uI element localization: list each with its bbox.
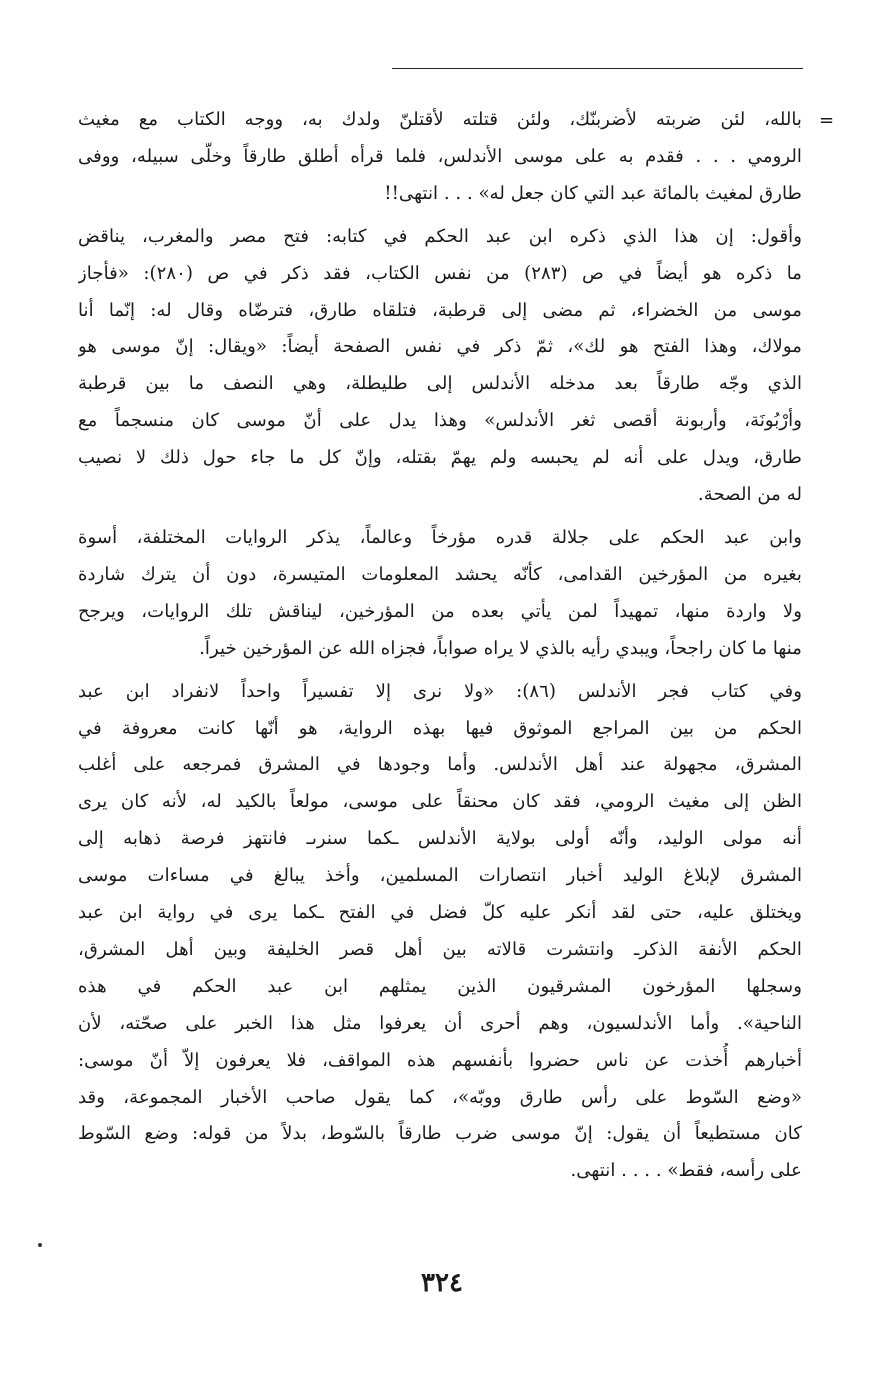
text-line: موسى من الخضراء، ثم مضى إلى قرطبة، فتلقاه طارق، فترضّاه وقال له: إنّما أنا — [78, 299, 802, 321]
header-rule — [392, 68, 803, 69]
page-number: ٣٢٤ — [421, 1268, 463, 1298]
text-line: مولاك، وهذا الفتح هو لك»، ثمّ ذكر في نفس الصفحة أيضاً: «ويقال: إنّ موسى هو — [78, 336, 802, 358]
text-line: وأرْبُونَة، وأربونة أقصى ثغر الأندلس» وهذا يدل على أنّ موسى كان منسجماً مع — [78, 410, 802, 432]
text-line: منها ما كان راجحاً، ويبدي رأيه بالذي لا يراه صواباً، فجزاه الله عن المؤرخين خيراً. — [199, 637, 802, 659]
text-line: الذي وجّه طارقاً بعد مدخله الأندلس إلى طليطلة، وهي النصف ما بين قرطبة — [78, 373, 802, 395]
text-line: على رأسه، فقط» . . . . انتهى. — [570, 1160, 802, 1182]
text-line: الحكم من بين المراجع الموثوق فيها بهذه الرواية، هو أنّها كانت معروفة في — [78, 717, 802, 739]
text-line: أنه مولى الوليد، وأنّه أولى بولاية الأندلس ـكما سنرىـ فانتهز فرصة ذهابه إلى — [78, 828, 802, 850]
text-line: بالله، لئن ضربته لأضربنّك، ولئن قتلته لأقتلنّ ولدك به، ووجه الكتاب مع مغيث — [78, 109, 802, 130]
text-line: وأقول: إن هذا الذي ذكره ابن عبد الحكم في كتابه: فتح مصر والمغرب، يناقض — [78, 225, 802, 247]
text-line: طارق، ويدل على أنه لم يحبسه ولم يهمّ بقتله، وإنّ كل ما جاء حول ذلك لا نصيب — [78, 447, 802, 469]
text-line: الظن إلى مغيث الرومي، فقد كان محنقاً على موسى، مولعاً بالكيد له، لأنه كان يرى — [78, 791, 802, 813]
paragraph — [78, 674, 802, 1191]
text-line: الحكم الأنفة الذكرـ وانتشرت قالاته بين أهل قصر الخليفة وبين أهل المشرق، — [78, 938, 802, 960]
text-line: طارق لمغيث بالمائة عبد التي كان جعل له» . . . انتهى!! — [384, 182, 802, 204]
text-line: ويختلق عليه، حتى لقد أنكر عليه كلّ فضل في الفتح ـكما يرى في رواية ابن عبد — [78, 902, 802, 924]
text-line: بغيره من المؤرخين القدامى، كأنّه يحشد المعلومات المتيسرة، دون أن يترك شاردة — [78, 563, 802, 585]
continuation-mark: = — [819, 110, 835, 131]
text-line: الرومي . . . فقدم به على موسى الأندلس، فلما قرأه أطلق طارقاً وخلّى سبيله، ووفى — [78, 145, 802, 167]
text-line: له من الصحة. — [697, 484, 802, 506]
paragraph — [78, 219, 802, 514]
paragraph — [78, 520, 802, 668]
text-line: «وضع السّوط على رأس طارق ووبّه»، كما يقول صاحب الأخبار المجموعة، وقد — [78, 1086, 802, 1108]
paragraph — [78, 102, 802, 213]
text-line: ولا واردة منها، تمهيداً لمن يأتي بعده من المؤرخين، ليناقش تلك الروايات، ويرجح — [78, 600, 802, 622]
page-body — [78, 102, 802, 1190]
text-line: أخبارهم أُخذت عن ناس حضروا بأنفسهم هذه المواقف، فلا يعرفون إلاّ أنّ موسى: — [78, 1049, 802, 1071]
text-line: وفي كتاب فجر الأندلس (٨٦): «ولا نرى إلا تفسيراً واحداً لانفراد ابن عبد — [78, 680, 802, 702]
text-line: كان مستطيعاً أن يقول: إنّ موسى ضرب طارقاً بالسّوط، بدلاً من قوله: وضع السّوط — [78, 1123, 802, 1145]
text-line: الناحية». وأما الأندلسيون، وهم أحرى أن يعرفوا مثل هذا الخبر على صحّته، لأن — [78, 1012, 802, 1034]
margin-dot — [38, 1243, 42, 1247]
text-line: المشرق لإبلاغ الوليد أخبار انتصارات المسلمين، وأخذ يبالغ في مساءات موسى — [78, 865, 802, 887]
text-line: وسجلها المؤرخون المشرقيون الذين يمثلهم ابن عبد الحكم في هذه — [78, 975, 802, 997]
text-line: ما ذكره هو أيضاً في ص (٢٨٣) من نفس الكتاب، فقد ذكر في ص (٢٨٠): «فأجاز — [78, 262, 802, 284]
text-line: وابن عبد الحكم على جلالة قدره مؤرخاً وعالماً، يذكر الروايات المختلفة، أسوة — [78, 526, 802, 548]
text-line: المشرق، مجهولة عند أهل الأندلس. وأما وجودها في المشرق فمرجعه على أغلب — [78, 754, 802, 776]
